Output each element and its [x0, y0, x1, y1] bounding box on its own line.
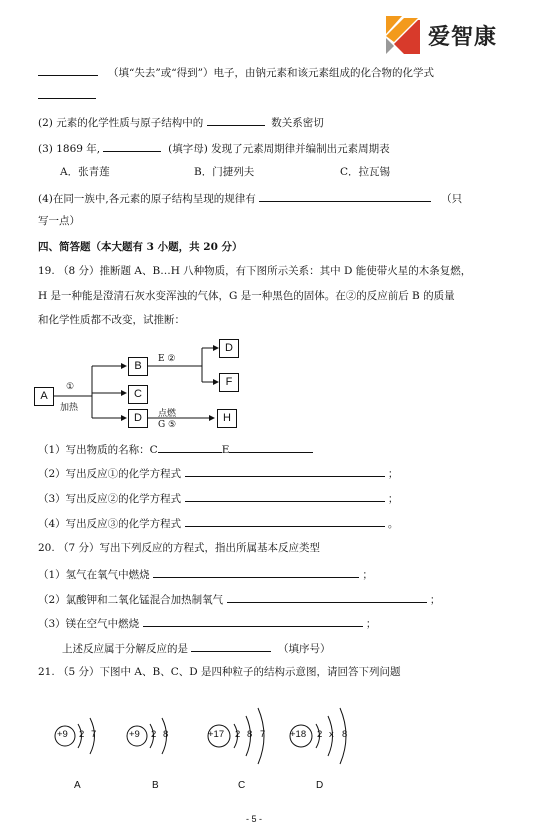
brand-logo	[384, 14, 534, 56]
atom-diagram-c	[204, 696, 276, 766]
q19-s3-semi: ；	[387, 493, 399, 505]
q3-head: (3) 1869 年,	[38, 143, 101, 155]
answer-blank	[185, 515, 385, 527]
box-d: D	[128, 409, 148, 428]
q19-s1-line	[38, 441, 313, 457]
answer-blank	[229, 441, 313, 453]
q19-s2-line	[38, 465, 398, 481]
q3-option-a: A．张青莲	[60, 166, 110, 178]
q4-tail: （只	[441, 193, 463, 205]
reaction-2-label: E ②	[158, 354, 176, 364]
answer-blank	[38, 98, 96, 99]
atom-label-a: A	[74, 780, 81, 791]
q20-s3: （3）镁在空气中燃烧	[38, 618, 140, 630]
box-d-product: D	[219, 339, 239, 358]
atom-diagram-a	[52, 702, 112, 764]
reaction-3-label: G ⑤	[158, 420, 177, 430]
q20-s1: （1）氢气在氧气中燃烧	[38, 569, 150, 581]
reaction-1-condition: 加热	[60, 403, 79, 413]
atom-shell-1: 2	[151, 729, 157, 740]
answer-blank	[207, 114, 265, 126]
q20-s4: 上述反应属于分解反应的是	[62, 643, 188, 655]
q19-stem-3: 和化学性质都不改变，试推断：	[38, 314, 185, 326]
box-c: C	[128, 385, 148, 404]
q-electron-line	[38, 64, 434, 80]
answer-blank	[103, 140, 161, 152]
q20-s2-semi: ；	[429, 594, 441, 606]
q20-s1-line	[38, 566, 373, 582]
aizhikang-logo-icon	[384, 14, 424, 56]
q3-option-c: C．拉瓦锡	[340, 166, 391, 178]
q3-mid: (填字母) 发现了元素周期律并编制出元素周期表	[168, 143, 390, 155]
q2-text: (2) 元素的化学性质与原子结构中的	[38, 117, 204, 129]
atom-shell-2: 8	[247, 729, 253, 740]
q19-s4: （4）写出反应③的化学方程式	[38, 518, 182, 530]
q19-stem-2: H 是一种能是澄清石灰水变浑浊的气体，G 是一种黑色的固体。在②的反应前后 B 的质量	[38, 290, 455, 302]
atom-shell-3: 7	[260, 729, 266, 740]
q4-line	[38, 190, 462, 206]
atom-label-d: D	[316, 780, 324, 791]
answer-blank	[227, 591, 427, 603]
atom-nucleus: +17	[208, 729, 225, 740]
atom-label-c: C	[238, 780, 246, 791]
q20-stem: 20. （7 分）写出下列反应的方程式，指出所属基本反应类型	[38, 542, 321, 554]
atom-shell-2: 7	[91, 729, 97, 740]
q19-s3: （3）写出反应②的化学方程式	[38, 493, 182, 505]
q19-stem-1: 19. （8 分）推断题 A、B…H 八种物质，有下图所示关系：其中 D 能使带火星的木条复燃，	[38, 265, 472, 277]
q20-s4-line	[62, 640, 331, 656]
page-number: - 5 -	[246, 814, 263, 824]
atom-shell-1: 2	[235, 729, 241, 740]
atom-nucleus: +18	[290, 729, 307, 740]
q21-stem: 21. （5 分）下图中 A、B、C、D 是四种粒子的结构示意图，请回答下列问题	[38, 666, 401, 678]
answer-blank	[259, 190, 431, 202]
answer-blank	[153, 566, 359, 578]
reaction-1-number: ①	[66, 382, 75, 392]
reaction-diagram	[30, 334, 270, 434]
answer-blank	[185, 465, 385, 477]
atom-diagram-b	[124, 702, 184, 764]
q3-option-b: B．门捷列夫	[194, 166, 255, 178]
atom-label-b: B	[152, 780, 159, 791]
box-a: A	[34, 387, 54, 406]
answer-blank	[158, 441, 222, 453]
q19-s4-dot: 。	[387, 518, 399, 530]
q19-s2: （2）写出反应①的化学方程式	[38, 468, 182, 480]
q20-s2: （2）氯酸钾和二氧化锰混合加热制氧气	[38, 594, 224, 606]
atom-shell-2: x	[329, 729, 334, 740]
q2-line	[38, 114, 324, 130]
answer-blank	[185, 490, 385, 502]
logo-text: 爱智康	[428, 25, 498, 50]
q20-s1-semi: ；	[362, 569, 373, 581]
atom-shell-1: 2	[317, 729, 323, 740]
box-b: B	[128, 357, 148, 376]
reaction-3-condition: 点燃	[158, 409, 177, 419]
q19-s3-line	[38, 490, 398, 506]
q20-s2-line	[38, 591, 440, 607]
answer-blank	[191, 640, 271, 652]
q20-s4-tail: （填序号）	[278, 643, 331, 655]
atom-shell-1: 2	[79, 729, 85, 740]
atom-shell-2: 8	[163, 729, 169, 740]
atom-diagram-d	[286, 696, 358, 766]
answer-blank	[38, 64, 98, 76]
box-f: F	[219, 373, 239, 392]
q19-s4-line	[38, 515, 398, 531]
q19-s1-e: E	[221, 444, 230, 456]
q2-tail: 数关系密切	[271, 117, 324, 129]
q20-s3-semi: ；	[365, 618, 377, 630]
q20-s3-line	[38, 615, 376, 631]
q4-text: (4)在同一族中,各元素的原子结构呈现的规律有	[38, 193, 256, 205]
q19-s2-semi: ；	[387, 468, 399, 480]
atom-nucleus: +9	[57, 729, 68, 740]
q3-line	[38, 140, 390, 156]
q-electron-text: （填“失去”或“得到”）电子，由钠元素和该元素组成的化合物的化学式	[108, 67, 434, 79]
atom-shell-3: 8	[342, 729, 348, 740]
section-title: 四、简答题（本大题有 3 小题，共 20 分）	[38, 241, 243, 253]
answer-blank	[143, 615, 363, 627]
atom-nucleus: +9	[129, 729, 140, 740]
q19-s1: （1）写出物质的名称：C	[38, 444, 158, 456]
box-h: H	[217, 409, 237, 428]
q4-tail2: 写一点）	[38, 215, 80, 227]
